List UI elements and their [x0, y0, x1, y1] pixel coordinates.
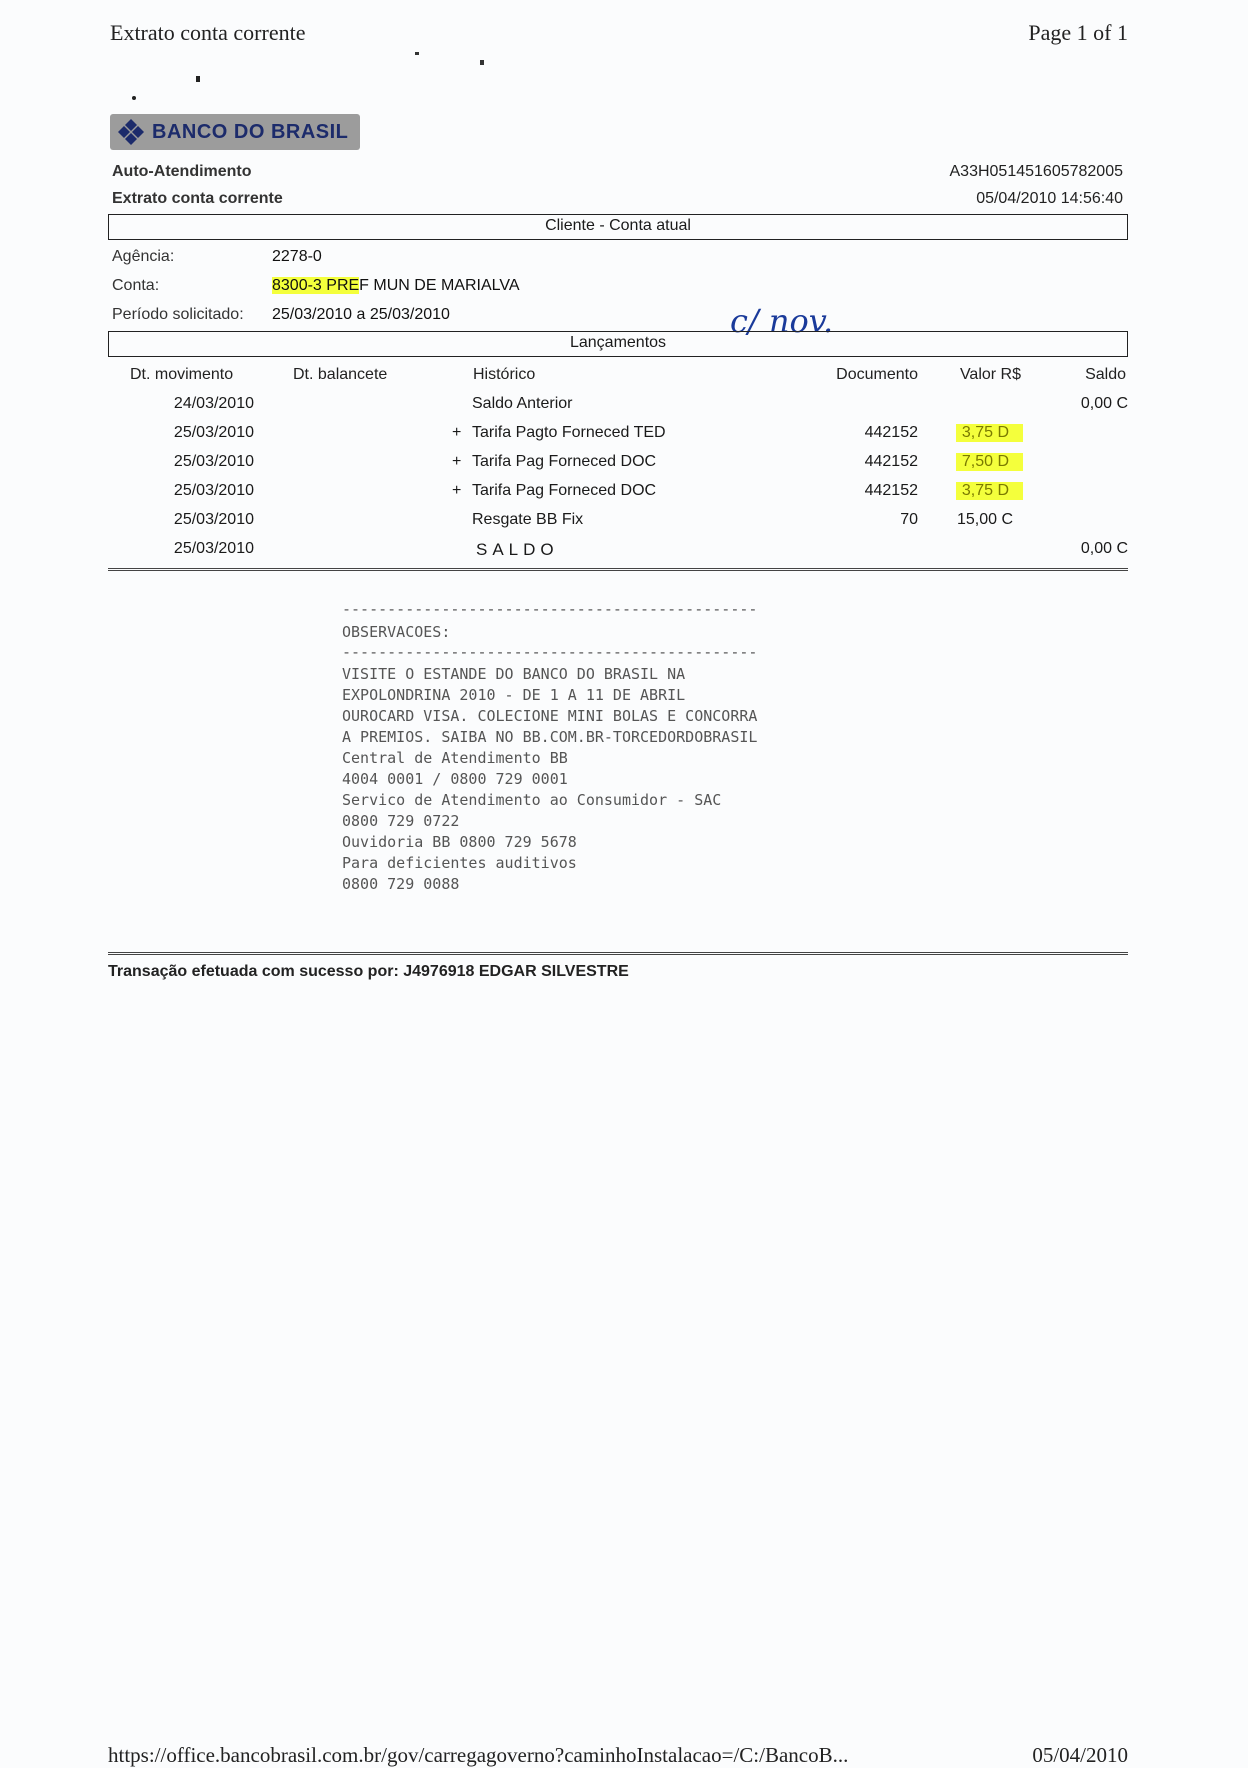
obs-line: Servico de Atendimento ao Consumidor - SAC: [342, 791, 722, 809]
obs-dashes-bottom: ----------------------------------------------: [342, 643, 758, 661]
row-historico: Tarifa Pagto Forneced TED: [472, 424, 666, 441]
row-valor: 7,50 D: [956, 453, 1023, 471]
extrato-label: Extrato conta corrente: [112, 190, 283, 207]
obs-dashes-top: ----------------------------------------------: [342, 600, 758, 618]
row-valor: 3,75 D: [956, 424, 1023, 442]
obs-line: 0800 729 0722: [342, 812, 460, 830]
obs-line: 0800 729 0088: [342, 875, 460, 893]
page-number: Page 1 of 1: [1028, 20, 1128, 45]
obs-line: OUROCARD VISA. COLECIONE MINI BOLAS E CONCORRA: [342, 707, 758, 725]
row-historico: Resgate BB Fix: [472, 511, 584, 528]
scan-speck: [415, 52, 419, 55]
table-row: [0, 511, 1248, 539]
conta-name: F MUN DE MARIALVA: [359, 277, 520, 294]
obs-title: OBSERVACOES:: [342, 623, 451, 641]
bank-logo-icon: [116, 117, 146, 147]
row-date: 25/03/2010: [173, 482, 254, 499]
print-url: https://office.bancobrasil.com.br/gov/carregagoverno?caminhoInstalacao=/C:/BancoB...: [108, 1743, 849, 1767]
row-historico: Saldo Anterior: [472, 395, 573, 412]
scan-speck: [196, 76, 200, 82]
col-header-documento: Documento: [836, 366, 918, 383]
client-section-bar: [108, 214, 1128, 240]
auto-atendimento-label: Auto-Atendimento: [112, 163, 252, 180]
statement-code: A33H051451605782005: [949, 163, 1123, 180]
transaction-footer: Transação efetuada com sucesso por: J4976918 EDGAR SILVESTRE: [108, 963, 629, 980]
row-documento: 70: [900, 511, 918, 528]
row-date: 25/03/2010: [173, 424, 254, 441]
col-header-balancete: Dt. balancete: [293, 366, 388, 383]
obs-line: Para deficientes auditivos: [342, 854, 577, 872]
bank-logo-text: BANCO DO BRASIL: [152, 120, 349, 143]
obs-line: Central de Atendimento BB: [342, 749, 568, 767]
table-row: [0, 424, 1248, 452]
conta-value: [272, 277, 519, 295]
table-bottom-rule: [108, 568, 1128, 571]
table-row: [0, 540, 1248, 568]
row-historico: Tarifa Pag Forneced DOC: [472, 453, 657, 470]
periodo-value: 25/03/2010 a 25/03/2010: [272, 306, 450, 323]
row-date: 25/03/2010: [173, 453, 254, 470]
row-saldo: 0,00 C: [1080, 540, 1128, 557]
row-valor: 15,00 C: [956, 511, 1013, 528]
row-plus: +: [452, 453, 462, 470]
periodo-label: Período solicitado:: [112, 306, 244, 323]
obs-line: Ouvidoria BB 0800 729 5678: [342, 833, 577, 851]
row-documento: 442152: [864, 453, 918, 470]
col-header-historico: Histórico: [473, 366, 536, 383]
col-header-saldo: Saldo: [1085, 366, 1126, 383]
row-date: 25/03/2010: [173, 540, 254, 557]
row-historico: Tarifa Pag Forneced DOC: [472, 482, 657, 499]
row-documento: 442152: [864, 482, 918, 499]
statement-datetime: 05/04/2010 14:56:40: [976, 190, 1123, 207]
row-date: 25/03/2010: [173, 511, 254, 528]
col-header-movimento: Dt. movimento: [130, 366, 234, 383]
agencia-value: 2278-0: [272, 248, 322, 265]
col-header-valor: Valor R$: [959, 366, 1021, 383]
obs-line: EXPOLONDRINA 2010 - DE 1 A 11 DE ABRIL: [342, 686, 686, 704]
table-row: [0, 482, 1248, 510]
row-valor: 3,75 D: [956, 482, 1023, 500]
obs-line: A PREMIOS. SAIBA NO BB.COM.BR-TORCEDORDOBRASIL: [342, 728, 758, 746]
page-header-title: Extrato conta corrente: [110, 20, 306, 45]
agencia-label: Agência:: [112, 248, 175, 265]
bank-logo: [110, 114, 360, 150]
print-date: 05/04/2010: [1032, 1743, 1128, 1767]
lancamentos-section-title: Lançamentos: [569, 334, 667, 351]
conta-label: Conta:: [112, 277, 160, 294]
row-saldo: 0,00 C: [1080, 395, 1128, 412]
scan-speck: [132, 96, 136, 100]
row-plus: +: [452, 424, 462, 441]
table-row: [0, 453, 1248, 481]
row-date: 24/03/2010: [173, 395, 254, 412]
row-documento: 442152: [864, 424, 918, 441]
scan-speck: [480, 60, 484, 65]
row-plus: +: [452, 482, 462, 499]
row-historico: SALDO: [476, 540, 559, 559]
client-section-title: Cliente - Conta atual: [545, 217, 691, 234]
obs-line: VISITE O ESTANDE DO BANCO DO BRASIL NA: [342, 665, 686, 683]
obs-line: 4004 0001 / 0800 729 0001: [342, 770, 568, 788]
handwritten-note-text: c/ nov.: [730, 302, 834, 340]
footer-rule: [108, 952, 1128, 955]
table-row: [0, 395, 1248, 423]
conta-number-highlight: 8300-3 PRE: [272, 277, 360, 294]
lancamentos-section-bar: [108, 331, 1128, 357]
